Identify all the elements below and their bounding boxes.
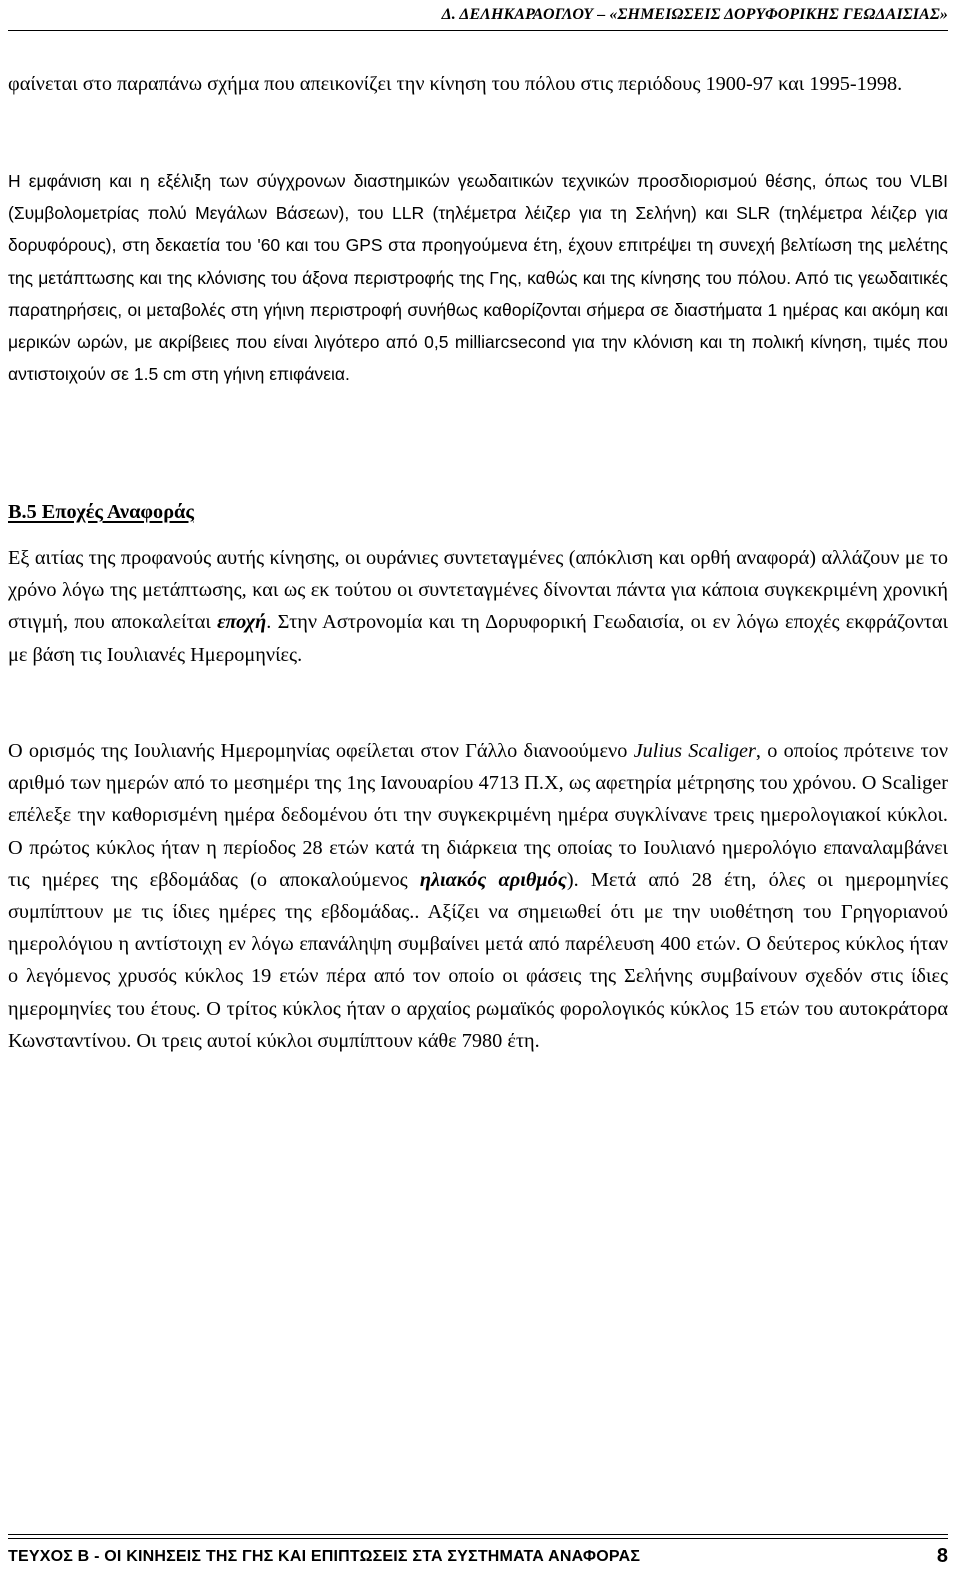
name-julius-scaliger: Julius Scaliger <box>633 740 756 762</box>
paragraph-epochs <box>8 542 948 671</box>
term-epoch: εποχή <box>217 611 267 634</box>
paragraph-julian-date-text-3: ). Μετά από 28 έτη, όλες οι ημερομηνίες συμπίπτουν με τις ίδιες ημέρες της εβδομάδας.. Αξίζει να σημειωθεί ότι με την υιοθέτηση του Γρηγοριανού ημερολόγιου η αντίστοιχη εν λόγω επανάληψη συμβαίνει μετά από παρέλευση 400 ετών. Ο δεύτερος κύκλος ήταν ο λεγόμενος χρυσός κύκλος 19 ετών πέρα από τον οποίο οι φάσεις της Σελήνης συμβαίνουν σχεδόν στις ίδιες ημερομηνίες του έτους. Ο τρίτος κύκλος ήταν ο αρχαίος ρωμαϊκός φορολογικός κύκλος 15 ετών του αυτοκράτορα Κωνσταντίνου. Οι τρεις αυτοί κύκλοι συμπίπτουν κάθε 7980 έτη. <box>8 868 948 1052</box>
page-number: 8 <box>936 1545 948 1567</box>
paragraph-julian-date <box>8 735 948 1057</box>
paragraph-space-geodesy-part2: Από τις γεωδαιτικές παρατηρήσεις, οι μεταβολές στη γήινη περιστροφή συνήθως καθορίζονται σήμερα σε διαστήματα 1 ημέρας και ακόμη και μερικών ωρών, με ακρίβειες που είναι λιγότερο από 0,5 milliarcsecond για την κλόνιση και τη πολική κίνηση, τιμές που αντιστοιχούν σε 1.5 cm στη γήινη επιφάνεια. <box>8 267 948 385</box>
paragraph-julian-date-text: Ο ορισμός της Ιουλιανής Ημερομηνίας οφείλεται στον Γάλλο διανοούμενο <box>8 740 634 762</box>
paragraph-space-geodesy <box>8 165 948 390</box>
header-rule <box>8 30 948 31</box>
term-solar-number: ηλιακός αριθμός <box>419 868 567 891</box>
paragraph-epochs-text-end: . Στην Αστρονομία και τη Δορυφορική Γεωδαισία, οι εν λόγω εποχές εκφράζονται με βάση τις Ιουλιανές Ημερομηνίες. <box>8 611 948 666</box>
running-header: Δ. ΔΕΛΗΚΑΡΑΟΓΛΟΥ – «ΣΗΜΕΙΩΣΕΙΣ ΔΟΡΥΦΟΡΙΚΗΣ ΓΕΩΔΑΙΣΙΑΣ» <box>441 6 948 23</box>
section-heading-reference-epochs: Β.5 Εποχές Αναφοράς <box>8 501 194 523</box>
paragraph-epochs-text: Εξ αιτίας της προφανούς αυτής κίνησης, οι ουράνιες συντεταγμένες (απόκλιση και ορθή αναφορά) αλλάζουν με το χρόνο λόγω της μετάπτωσης, και ως εκ τούτου οι συντεταγμένες δίνονται πάντα για κάποια συγκεκριμένη χρονική στιγμή, που αποκαλείται <box>8 547 948 634</box>
paragraph-julian-date-text-2: , ο οποίος πρότεινε τον αριθμό των ημερών από το μεσημέρι της 1ης Ιανουαρίου 4713 Π.Χ, ως αφετηρία μέτρησης του χρόνου. Ο Scaliger επέλεξε την καθορισμένη ημέρα δεδομένου ότι την συγκεκριμένη ημέρα συγκλίνανε τρεις ημερολογιακοί κύκλοι. Ο πρώτος κύκλος ήταν η περίοδος 28 ετών κατά τη διάρκεια της οποίας το Ιουλιανό ημερολόγιο επαναλαμβάνει τις ημέρες της εβδομάδας (ο αποκαλούμενος <box>8 740 948 891</box>
page-footer <box>8 1546 948 1572</box>
footer-rule <box>8 1534 948 1535</box>
footer-rule-thin <box>8 1538 948 1539</box>
paragraph-space-geodesy-part1: Η εμφάνιση και η εξέλιξη των σύγχρονων διαστημικών γεωδαιτικών τεχνικών προσδιορισμού θέσης, όπως του VLBI (Συμβολομετρίας πολύ Μεγάλων Βάσεων), του LLR (τηλέμετρα λέιζερ για τη Σελήνη) και SLR (τηλέμετρα λέιζερ για δορυφόρους), στη δεκαετία του '60 και του GPS στα προηγούμενα έτη, έχουν επιτρέψει τη συνεχή βελτίωση της μελέτης της μετάπτωσης και της κλόνισης του άξονα περιστροφής της Γης, καθώς και της κίνησης του πόλου. <box>8 171 948 288</box>
footer-title: ΤΕΥΧΟΣ Β - ΟΙ ΚΙΝΗΣΕΙΣ ΤΗΣ ΓΗΣ ΚΑΙ ΕΠΙΠΤΩΣΕΙΣ ΣΤΑ ΣΥΣΤΗΜΑΤΑ ΑΝΑΦΟΡΑΣ <box>8 1548 641 1565</box>
paragraph-pole-motion-periods: φαίνεται στο παραπάνω σχήμα που απεικονίζει την κίνηση του πόλου στις περιόδους 1900-97 και 1995-1998. <box>8 73 903 95</box>
